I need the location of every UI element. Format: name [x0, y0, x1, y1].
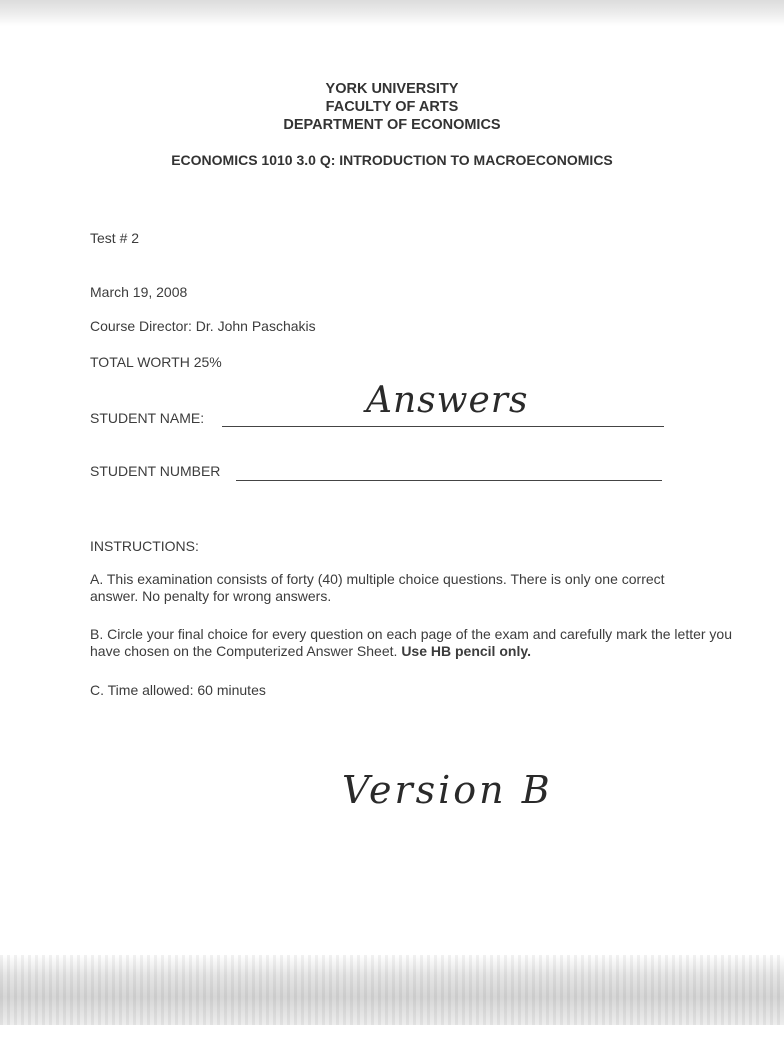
university-name: YORK UNIVERSITY	[325, 81, 459, 97]
instruction-b-text: B. Circle your final choice for every question on each page of the exam and carefully mark the letter you have chosen on the Computerized Answer Sheet.	[90, 626, 733, 659]
instruction-c: C. Time allowed: 60 minutes	[90, 682, 266, 698]
course-director: Course Director: Dr. John Paschakis	[90, 318, 316, 334]
student-number-line	[236, 480, 662, 481]
scan-edge-top	[0, 0, 784, 26]
instruction-a: A. This examination consists of forty (40) multiple choice questions. There is only one correct answer. No penalty for wrong answers.	[90, 571, 665, 604]
test-number: Test # 2	[90, 230, 140, 246]
total-worth: TOTAL WORTH 25%	[90, 354, 222, 370]
exam-date: March 19, 2008	[90, 284, 188, 300]
instructions-heading: INSTRUCTIONS:	[90, 538, 199, 554]
faculty-name: FACULTY OF ARTS	[325, 99, 459, 115]
course-title: ECONOMICS 1010 3.0 Q: INTRODUCTION TO MACROECONOMICS	[171, 152, 613, 168]
exam-header	[0, 80, 784, 134]
student-name-label: STUDENT NAME:	[90, 410, 205, 426]
student-name-handwritten: Answers	[366, 380, 529, 421]
instruction-b-bold: Use HB pencil only.	[401, 643, 531, 659]
scan-edge-bottom	[0, 955, 784, 1025]
student-number-label: STUDENT NUMBER	[90, 463, 221, 479]
department-name: DEPARTMENT OF ECONOMICS	[283, 117, 501, 133]
instruction-b	[90, 626, 740, 660]
student-name-line	[222, 426, 664, 427]
version-handwritten: Version B	[342, 768, 553, 812]
